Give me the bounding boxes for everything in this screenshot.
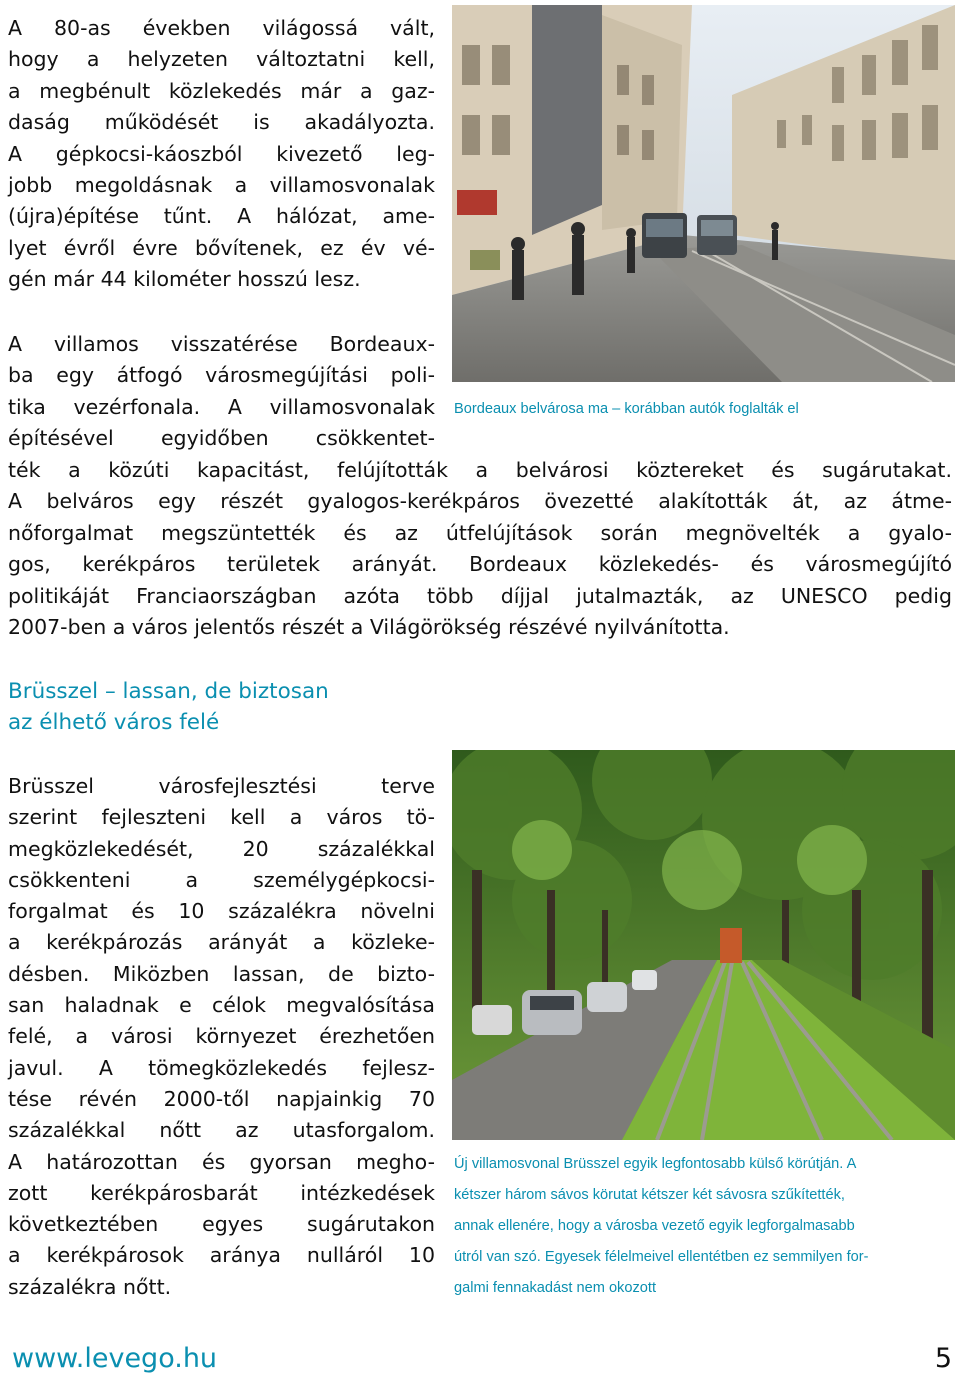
- intro-line: jobb megoldásnak a villamosvonalak: [8, 173, 435, 198]
- policy-line: ték a közúti kapacitást, felújították a belvárosi köztereket és sugárutakat.: [8, 458, 952, 482]
- brussels-caption-line: galmi fennakadást nem okozott: [454, 1280, 656, 1296]
- brussels-line: megközlekedését, 20 százalékkal: [8, 836, 435, 861]
- policy-line: nőforgalmat megszüntették és az útfelújítások során megnövelték a gyalo-: [8, 520, 952, 545]
- policy-line: tika vezérfonala. A villamosvonalak: [8, 394, 435, 419]
- policy-line: politikáját Franciaországban azóta több díjjal jutalmazták, az UNESCO pedig: [8, 583, 952, 608]
- brussels-tram-photo: [452, 750, 955, 1140]
- policy-paragraph: [8, 329, 435, 455]
- policy-line: A villamos visszatérése Bordeaux-: [8, 332, 435, 356]
- bordeaux-street-photo: [452, 5, 955, 382]
- brussels-caption-line: Új villamosvonal Brüsszel egyik legfontosabb külső körútján. A: [454, 1156, 857, 1172]
- policy-line: gos, kerékpáros területek arányát. Bordeaux közlekedés- és városmegújító: [8, 552, 952, 577]
- intro-line: A 80-as években világossá vált,: [8, 16, 435, 40]
- page-number: 5: [934, 1343, 952, 1374]
- brussels-line: csökkenteni a személygépkocsi-: [8, 867, 435, 892]
- brussels-line: Brüsszel városfejlesztési terve: [8, 774, 435, 798]
- section-heading-line: az élhető város felé: [8, 710, 220, 735]
- bordeaux-photo-caption: Bordeaux belvárosa ma – korábban autók foglalták el: [454, 401, 799, 417]
- policy-paragraph-wide: [8, 455, 952, 643]
- brussels-line: szerint fejleszteni kell a város tö-: [8, 805, 435, 830]
- brussels-line: százalékkal nőtt az utasforgalom.: [8, 1118, 435, 1143]
- intro-line: (újra)építése tűnt. A hálózat, ame-: [8, 204, 435, 229]
- intro-line: A gépkocsi-káoszból kivezető leg-: [8, 141, 435, 166]
- brussels-photo-caption: [454, 1149, 954, 1304]
- section-heading-line: Brüsszel – lassan, de biztosan: [8, 679, 329, 704]
- intro-line: daság működését is akadályozta.: [8, 110, 435, 135]
- intro-line: gén már 44 kilométer hosszú lesz.: [8, 267, 361, 292]
- brussels-line: következtében egyes sugárutakon: [8, 1212, 435, 1237]
- section-heading: [8, 676, 329, 738]
- policy-line: építésével egyidőben csökkentet-: [8, 426, 435, 451]
- brussels-caption-line: útról van szó. Egyesek félelmeivel ellentétben ez semmilyen for-: [454, 1249, 869, 1265]
- brussels-caption-line: annak ellenére, hogy a városba vezető egyik legforgalmasabb: [454, 1218, 855, 1234]
- policy-line: ba egy átfogó városmegújítási poli-: [8, 363, 435, 388]
- intro-line: hogy a helyzeten változtatni kell,: [8, 47, 435, 72]
- brussels-line: a kerékpározás arányát a közleke-: [8, 930, 435, 955]
- brussels-line: a kerékpárosok aránya nulláról 10: [8, 1243, 435, 1268]
- intro-paragraph: [8, 13, 435, 296]
- brussels-line: javul. A tömegközlekedés fejlesz-: [8, 1055, 435, 1080]
- intro-line: a megbénult közlekedés már a gaz-: [8, 78, 435, 103]
- brussels-photo-illustration: [452, 750, 955, 1140]
- intro-line: lyet évről évre bővítenek, ez év vé-: [8, 235, 435, 260]
- brussels-line: zott kerékpárosbarát intézkedések: [8, 1180, 435, 1205]
- policy-line: A belváros egy részét gyalogos-kerékpáros övezetté alakították át, az átme-: [8, 489, 952, 514]
- brussels-line: san haladnak e célok megvalósítása: [8, 993, 435, 1018]
- brussels-caption-line: kétszer három sávos körutat kétszer két sávosra szűkítették,: [454, 1187, 845, 1203]
- brussels-line: désben. Miközben lassan, de bizto-: [8, 961, 435, 986]
- brussels-line: A határozottan és gyorsan megho-: [8, 1149, 435, 1174]
- brussels-line: tése révén 2000-től napjainkig 70: [8, 1086, 435, 1111]
- brussels-line: százalékra nőtt.: [8, 1274, 172, 1299]
- brussels-paragraph: [8, 771, 435, 1303]
- bordeaux-photo-illustration: [452, 5, 955, 382]
- brussels-line: felé, a városi környezet érezhetően: [8, 1024, 435, 1049]
- footer-website-link[interactable]: www.levego.hu: [12, 1343, 218, 1374]
- brussels-line: forgalmat és 10 százalékra növelni: [8, 899, 435, 924]
- policy-line: 2007-ben a város jelentős részét a Világörökség részévé nyilvánította.: [8, 615, 730, 640]
